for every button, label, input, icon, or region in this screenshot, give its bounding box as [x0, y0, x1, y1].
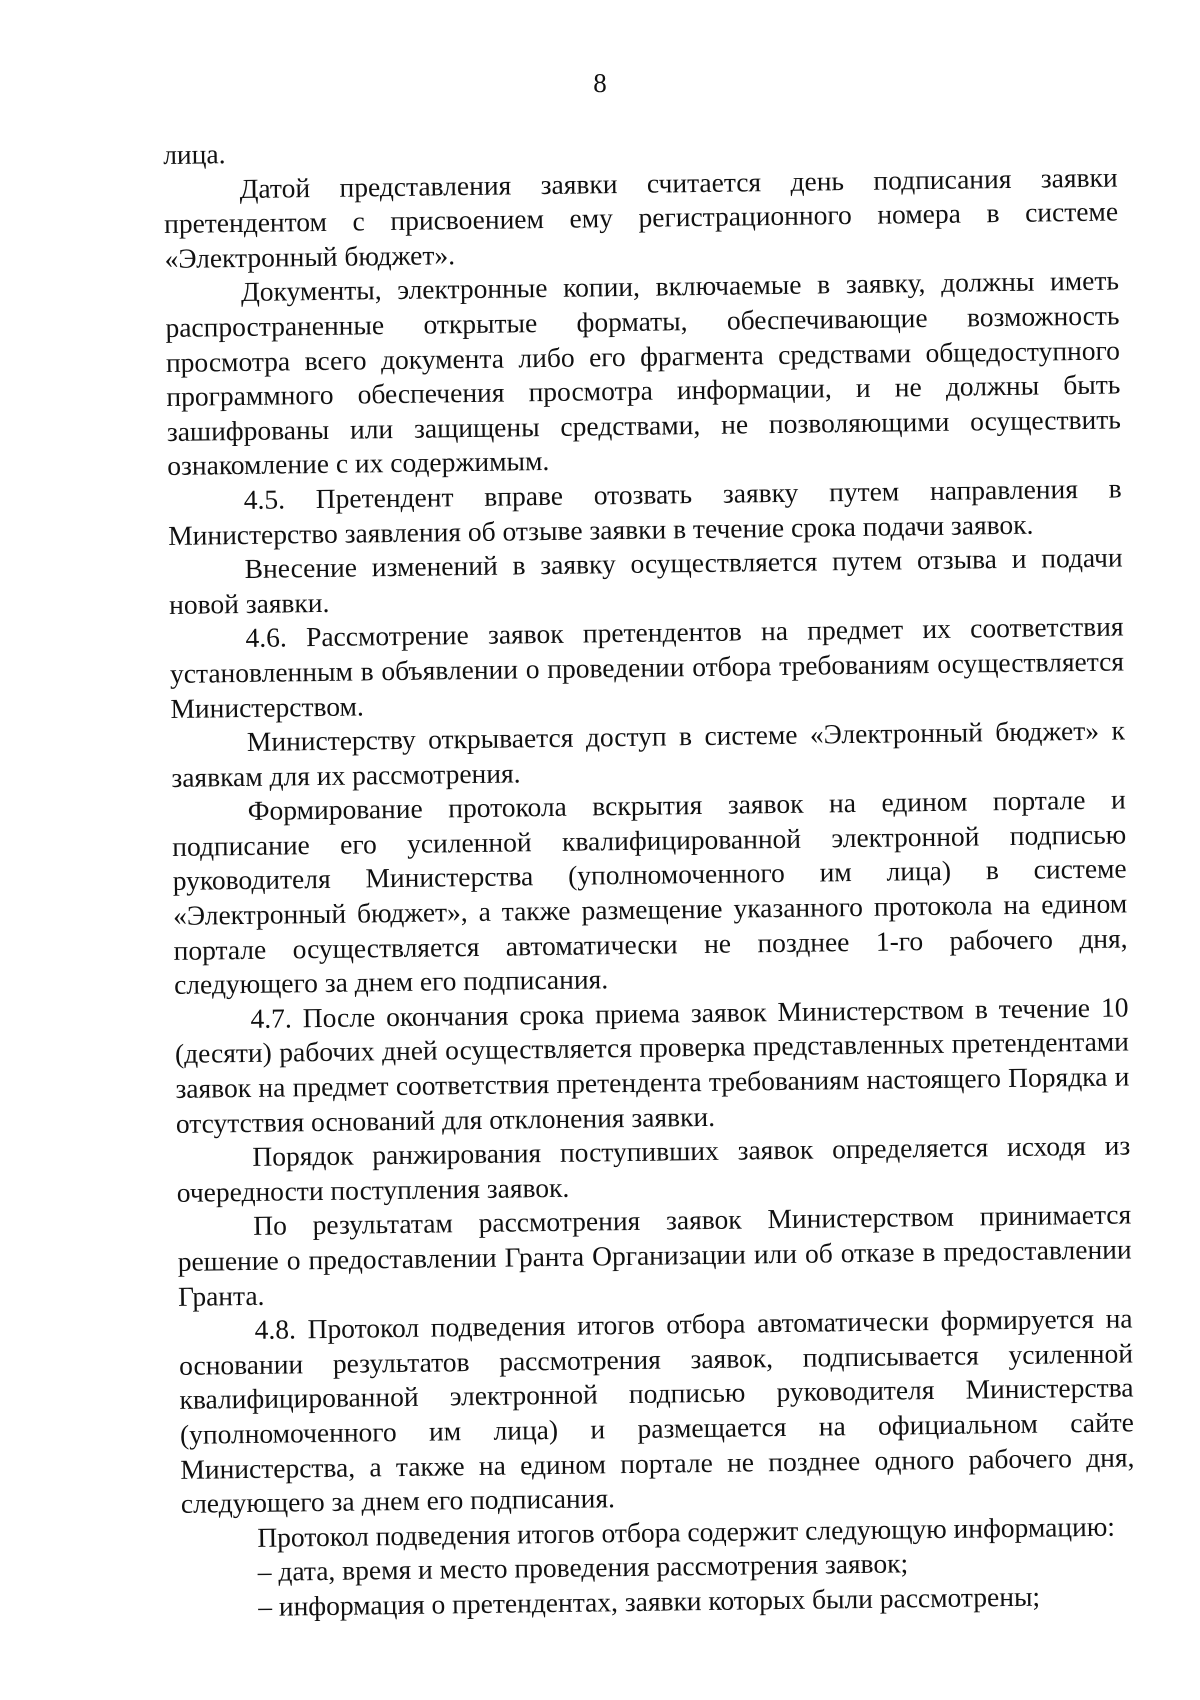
list-item: – дата, время и место проведения рассмотрения заявок; — [257, 1547, 909, 1588]
paragraph-continuation: лица. — [163, 138, 226, 170]
paragraph-changes: Внесение изменений в заявку осуществляется путем отзыва и подачи новой заявки. — [168, 541, 1123, 620]
paragraph-4-7-check: 4.7. После окончания срока приема заявок Министерством в течение 10 (десяти) рабочих дней осуществляется проверка представленных претендентами заявок на предмет соответствия претендента требованиям настоящего Порядка и отсутствия оснований для отклонения заявки. — [174, 991, 1130, 1139]
list-item: – информация о претендентах, заявки которых были рассмотрены; — [258, 1580, 1041, 1622]
paragraph-4-5-withdrawal: 4.5. Претендент вправе отозвать заявку путем направления в Министерство заявления об отзыве заявки в течение срока подачи заявок. — [167, 472, 1122, 551]
paragraph-document-formats: Документы, электронные копии, включаемые в заявку, должны иметь распространенные открытые форматы, обеспечивающие возможность просмотра всего документа либо его фрагмента средствами общедоступного программного обеспечения просмотра информации, и не должны быть зашифрованы или защищены средствами, не позволяющими осуществить ознакомление с их содержимым. — [165, 264, 1121, 482]
paragraph-access: Министерству открывается доступ в системе «Электронный бюджет» к заявкам для их рассмотрения. — [171, 714, 1126, 793]
paragraph-4-8-results-protocol: 4.8. Протокол подведения итогов отбора автоматически формируется на основании результатов рассмотрения заявок, подписывается усиленной квалифицированной электронной подписью руководителя Министерства (уполномоченного им лица) и размещается на официальном сайте Министерства, а также на едином портале не позднее одного рабочего дня, следующего за днем его подписания. — [178, 1302, 1135, 1520]
paragraph-submission-date: Датой представления заявки считается день подписания заявки претендентом с присвоением ему регистрационного номера в системе «Электронный бюджет». — [163, 161, 1119, 274]
paragraph-protocol-contents: Протокол подведения итогов отбора содержит следующую информацию: — [257, 1510, 1116, 1553]
paragraph-ranking: Порядок ранжирования поступивших заявок определяется исходя из очередности поступления заявок. — [176, 1129, 1131, 1208]
paragraph-decision: По результатам рассмотрения заявок Министерством принимается решение о предоставлении Гранта Организации или об отказе в предоставлении Гранта. — [177, 1198, 1132, 1312]
paragraph-opening-protocol: Формирование протокола вскрытия заявок на едином портале и подписание его усиленной квалифицированной электронной подписью руководителя Министерства (уполномоченного им лица) в системе «Электронный бюджет», а также размещение указанного протокола на едином портале осуществляется автоматически не позднее 1-го рабочего дня, следующего за днем его подписания. — [172, 783, 1128, 1001]
page-number: 8 — [593, 68, 607, 98]
paragraph-4-6-review: 4.6. Рассмотрение заявок претендентов на предмет их соответствия установленным в объявлении о проведении отбора требованиям осуществляется Министерством. — [169, 610, 1125, 724]
document-body — [163, 126, 1136, 1626]
